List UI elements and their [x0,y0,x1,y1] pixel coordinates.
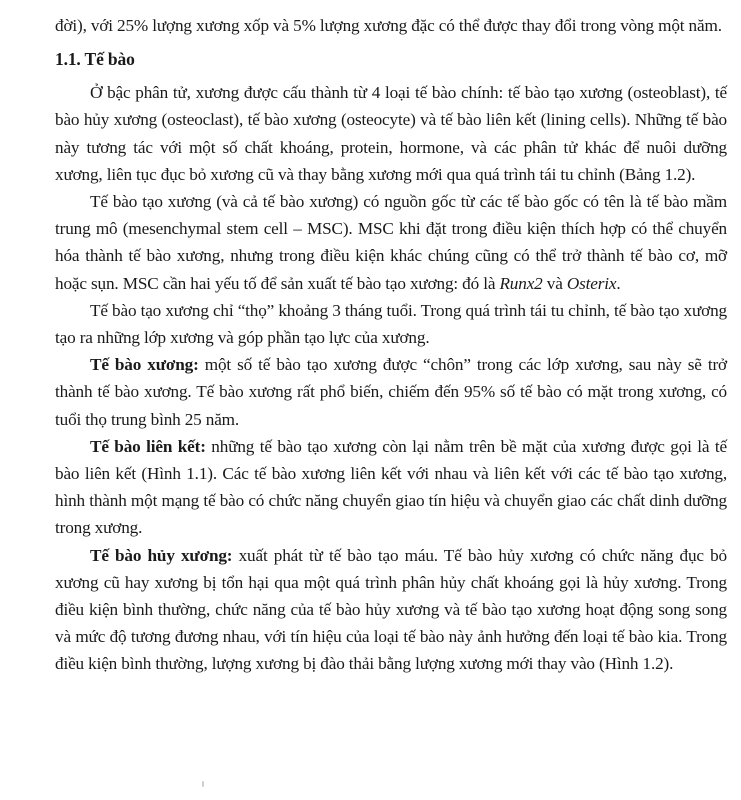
paragraph-osteocyte [55,351,727,433]
paragraph-msc-origin [55,188,727,297]
paragraph-text: Tế bào tạo xương (và cả tế bào xương) có nguồn gốc từ các tế bào gốc có tên là tế bào mầm trung mô (mesenchymal stem cell – MSC). MSC khi đặt trong điều kiện thích hợp có thể chuyển hóa thành tế bào xương, nhưng trong điều kiện khác chúng cũng có thể trở thành tế bào cơ, mỡ hoặc sụn. MSC cần hai yếu tố để sản xuất tế bào tạo xương: đó là [55,192,727,293]
paragraph-osteoblast-lifespan: Tế bào tạo xương chỉ “thọ” khoảng 3 tháng tuổi. Trong quá trình tái tu chỉnh, tế bào tạo xương tạo ra những lớp xương và góp phần tạo lực của xương. [55,300,727,348]
paragraph-text: một số tế bào tạo xương được “chôn” trong các lớp xương, sau này sẽ trở thành tế bào xương. Tế bào xương rất phổ biến, chiếm đến 95% số tế bào có mặt trong xương, có tuổi thọ trung bình 25 năm. [55,355,727,429]
scan-speck [202,781,204,787]
term-osteoclast: Tế bào hủy xương: [90,545,233,565]
paragraph-cell-types: Ở bậc phân tử, xương được cấu thành từ 4 loại tế bào chính: tế bào tạo xương (osteoblast), tế bào hủy xương (osteoclast), tế bào xương (osteocyte) và tế bào liên kết (lining cells). Những tế bào này tương tác với một số chất khoáng, protein, hormone, và các phân tử khác để nuôi dưỡng xương, liên tục đục bỏ xương cũ và thay bằng xương mới qua quá trình tái tu chỉnh (Bảng 1.2). [55,83,727,184]
paragraph-text: . [616,273,621,293]
document-page [55,12,727,678]
paragraph-text: và [542,273,567,293]
paragraph-lining-cells [55,433,727,542]
gene-name-osterix: Osterix [566,273,617,293]
paragraph-text: những tế bào tạo xương còn lại nằm trên bề mặt của xương được gọi là tế bào liên kết (Hình 1.1). Các tế bào xương liên kết với nhau và liên kết với các tế bào tạo xương, hình thành một mạng tế bào có chức năng chuyển giao tín hiệu và chuyển giao các chất dinh dưỡng trong xương. [55,436,728,538]
term-osteocyte: Tế bào xương: [90,355,199,375]
gene-name-runx2: Runx2 [499,273,543,293]
section-heading: 1.1. Tế bào [55,49,135,70]
paragraph-text: xuất phát từ tế bào tạo máu. Tế bào hủy xương có chức năng đục bỏ xương cũ hay xương bị tổn hại qua một quá trình phân hủy chất khoáng gọi là hủy xương. Trong điều kiện bình thường, chức năng của tế bào hủy xương và tế bào tạo xương hoạt động song song và mức độ tương đương nhau, với tín hiệu của loại tế bào này ảnh hưởng đến loại tế bào kia. Trong điều kiện bình thường, lượng xương bị đào thải bằng lượng xương mới thay vào (Hình 1.2). [55,545,727,674]
paragraph-osteoclast [55,542,727,678]
term-lining-cells: Tế bào liên kết: [90,436,206,456]
intro-continuation-paragraph: đời), với 25% lượng xương xốp và 5% lượng xương đặc có thể được thay đổi trong vòng một năm. [55,16,722,35]
